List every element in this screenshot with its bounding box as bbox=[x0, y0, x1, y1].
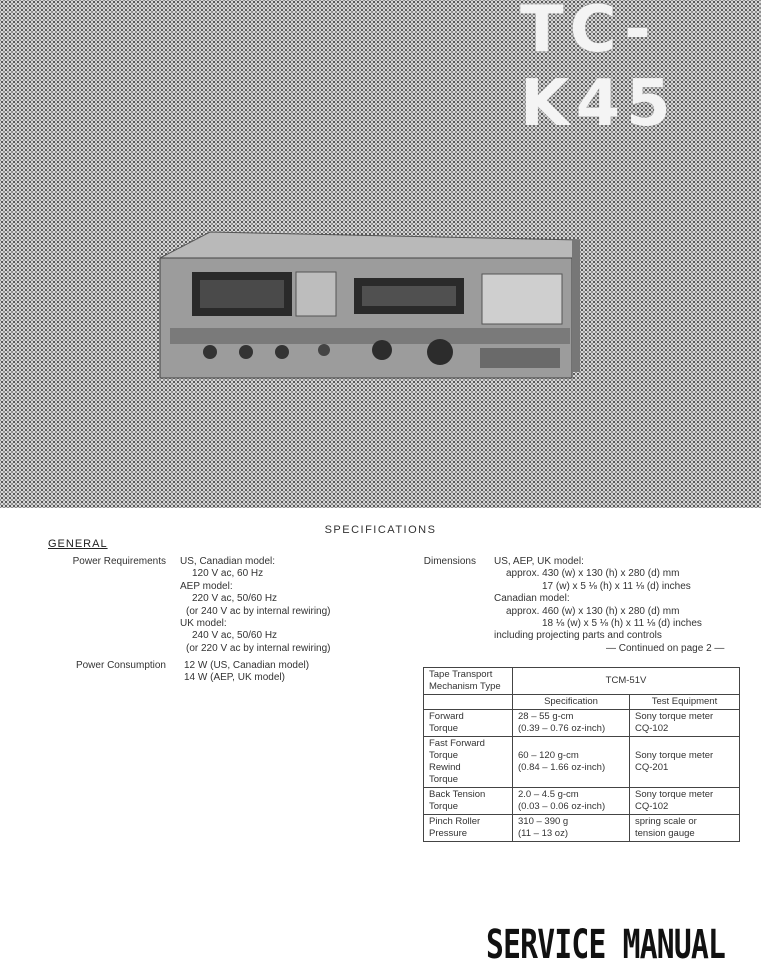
cell-line: Torque bbox=[429, 750, 459, 761]
spec-line: 120 V ac, 60 Hz bbox=[192, 568, 264, 580]
cell-line: Sony torque meter bbox=[635, 789, 714, 800]
cell-line: Torque bbox=[429, 774, 459, 785]
cell-line: 28 – 55 g-cm bbox=[518, 711, 574, 722]
power-requirements-values bbox=[180, 556, 331, 655]
power-consumption-label: Power Consumption bbox=[75, 660, 166, 671]
table-cell: TCM-51V bbox=[513, 668, 740, 695]
cell-line: (11 – 13 oz) bbox=[518, 828, 568, 839]
spec-line: US, AEP, UK model: bbox=[494, 556, 584, 567]
table-cell bbox=[630, 815, 740, 842]
cell-line: Sony torque meter bbox=[635, 711, 714, 722]
mechanism-spec-table bbox=[423, 667, 740, 842]
spec-line: UK model: bbox=[180, 617, 227, 629]
cell-line: tension gauge bbox=[635, 828, 695, 839]
table-cell bbox=[424, 737, 513, 788]
table-cell bbox=[630, 710, 740, 737]
service-manual-title: SERVICE MANUAL bbox=[486, 922, 726, 968]
table-cell bbox=[424, 668, 513, 695]
spec-line: US, Canadian model: bbox=[180, 556, 276, 567]
continued-note: — Continued on page 2 — bbox=[606, 643, 725, 654]
table-row bbox=[424, 788, 740, 815]
power-consumption-values bbox=[184, 660, 309, 685]
cell-line: Rewind bbox=[429, 762, 461, 773]
spec-line: 14 W (AEP, UK model) bbox=[184, 672, 285, 684]
cell-line: 60 – 120 g-cm bbox=[518, 750, 579, 761]
table-cell bbox=[513, 737, 630, 788]
spec-line: 18 ⅛ (w) x 5 ⅛ (h) x 11 ⅛ (d) inches bbox=[542, 617, 702, 629]
table-cell bbox=[630, 737, 740, 788]
table-cell bbox=[630, 788, 740, 815]
table-cell bbox=[424, 695, 513, 710]
dimensions-values bbox=[494, 556, 702, 643]
spec-line: (or 220 V ac by internal rewiring) bbox=[186, 642, 331, 654]
spec-line: Canadian model: bbox=[494, 593, 570, 605]
cell-line: Torque bbox=[429, 801, 459, 812]
cassette-deck-illustration bbox=[150, 228, 582, 388]
cell-line: Torque bbox=[429, 723, 459, 734]
specifications-title: SPECIFICATIONS bbox=[324, 524, 437, 536]
spec-line: 240 V ac, 50/60 Hz bbox=[192, 630, 278, 642]
table-column-header-row bbox=[424, 695, 740, 710]
power-requirements-label: Power Requirements bbox=[72, 556, 166, 567]
cell-line: Pinch Roller bbox=[429, 816, 481, 827]
cell-line: CQ-102 bbox=[635, 723, 669, 734]
model-code: TC-K45 bbox=[520, 0, 677, 141]
table-cell: Test Equipment bbox=[630, 695, 740, 710]
spec-line: including projecting parts and controls bbox=[494, 630, 662, 642]
table-cell bbox=[424, 788, 513, 815]
cell-line: Tape Transport bbox=[429, 669, 493, 680]
cell-line: Back Tension bbox=[429, 789, 486, 800]
cell-line: 2.0 – 4.5 g-cm bbox=[518, 789, 579, 800]
cell-line: spring scale or bbox=[635, 816, 697, 827]
dimensions-label: Dimensions bbox=[423, 556, 476, 567]
table-header-row bbox=[424, 668, 740, 695]
table-cell: Specification bbox=[513, 695, 630, 710]
cell-line: (0.84 – 1.66 oz-inch) bbox=[518, 762, 606, 773]
cell-line: (0.39 – 0.76 oz-inch) bbox=[518, 723, 606, 734]
table-cell bbox=[424, 710, 513, 737]
cell-line: 310 – 390 g bbox=[518, 816, 569, 827]
cell-line: CQ-201 bbox=[635, 762, 669, 773]
cell-line: CQ-102 bbox=[635, 801, 669, 812]
section-general: GENERAL bbox=[48, 538, 108, 550]
table-cell bbox=[513, 788, 630, 815]
table-row bbox=[424, 710, 740, 737]
cell-line: Mechanism Type bbox=[429, 681, 501, 692]
table-cell bbox=[513, 710, 630, 737]
spec-line: 220 V ac, 50/60 Hz bbox=[192, 593, 278, 605]
cell-line: Pressure bbox=[429, 828, 468, 839]
table-row bbox=[424, 737, 740, 788]
cell-line: Fast Forward bbox=[429, 738, 485, 749]
spec-line: (or 240 V ac by internal rewiring) bbox=[186, 605, 331, 617]
table-cell bbox=[424, 815, 513, 842]
spec-line: AEP model: bbox=[180, 580, 233, 592]
spec-line: approx. 430 (w) x 130 (h) x 280 (d) mm bbox=[506, 568, 680, 580]
spec-line: 17 (w) x 5 ⅛ (h) x 11 ⅛ (d) inches bbox=[542, 580, 691, 592]
spec-line: 12 W (US, Canadian model) bbox=[184, 660, 310, 671]
table-cell bbox=[513, 815, 630, 842]
cell-line: Sony torque meter bbox=[635, 750, 714, 761]
spec-line: approx. 460 (w) x 130 (h) x 280 (d) mm bbox=[506, 605, 680, 617]
cell-line: Forward bbox=[429, 711, 464, 722]
cell-line: (0.03 – 0.06 oz-inch) bbox=[518, 801, 606, 812]
table-row bbox=[424, 815, 740, 842]
